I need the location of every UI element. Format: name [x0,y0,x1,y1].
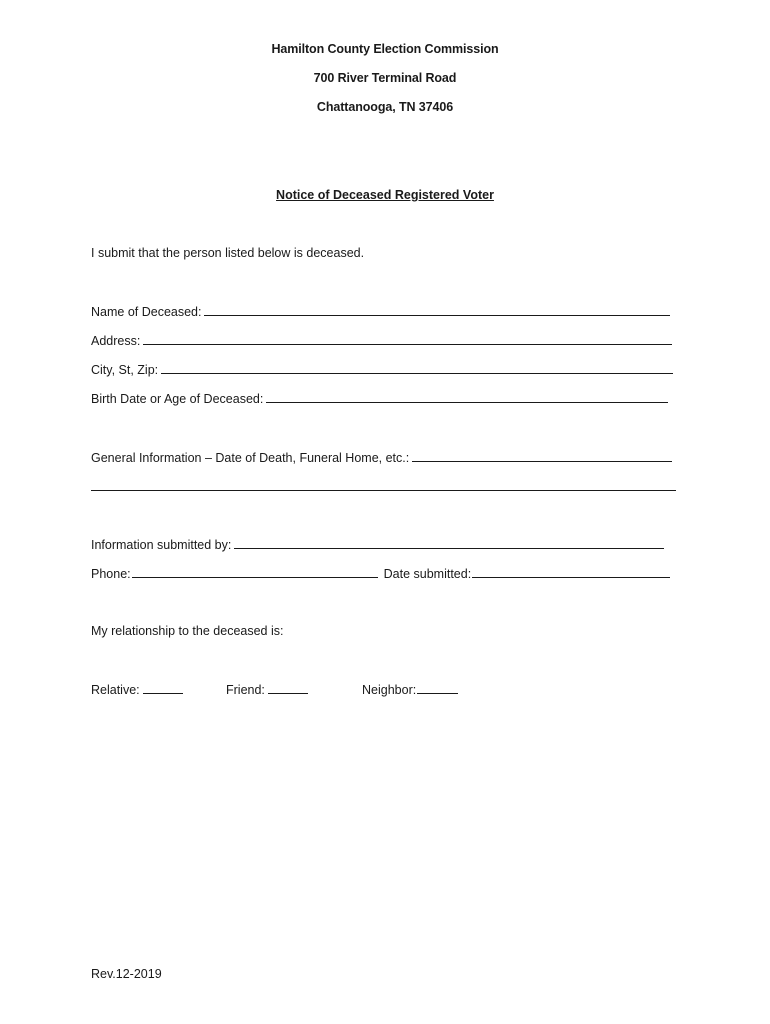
friend-blank[interactable] [268,682,308,694]
birth-label: Birth Date or Age of Deceased: [91,392,264,406]
street-address: 700 River Terminal Road [313,71,457,85]
deceased-name-row [91,304,670,319]
city-row [91,362,673,377]
friend-option [226,682,308,697]
submitted-by-blank[interactable] [234,537,664,549]
birth-row [91,391,668,406]
intro-statement: I submit that the person listed below is deceased. [91,246,365,260]
city-state-zip: Chattanooga, TN 37406 [316,100,454,114]
phone-date-row [91,566,670,581]
city-blank[interactable] [161,362,673,374]
general-info-row [91,450,672,465]
neighbor-blank[interactable] [417,682,458,694]
general-info-blank[interactable] [412,450,672,462]
birth-blank[interactable] [266,391,668,403]
organization-name: Hamilton County Election Commission [271,42,499,56]
deceased-name-blank[interactable] [204,304,670,316]
submitted-by-row [91,537,664,552]
relationship-prompt: My relationship to the deceased is: [91,624,284,638]
neighbor-label: Neighbor: [362,683,417,697]
relative-option [91,682,183,697]
neighbor-option [362,682,458,697]
date-submitted-label: Date submitted: [383,567,472,581]
submitted-by-label: Information submitted by: [91,538,232,552]
address-blank[interactable] [143,333,672,345]
revision-note: Rev.12-2019 [91,967,162,981]
address-row [91,333,672,348]
deceased-name-label: Name of Deceased: [91,305,202,319]
friend-label: Friend: [226,683,265,697]
relative-blank[interactable] [143,682,183,694]
city-label: City, St, Zip: [91,363,159,377]
general-info-label: General Information – Date of Death, Funeral Home, etc.: [91,451,410,465]
form-title: Notice of Deceased Registered Voter [276,188,494,202]
phone-blank[interactable] [132,566,378,578]
general-info-continuation-blank[interactable] [91,479,676,491]
address-label: Address: [91,334,141,348]
phone-label: Phone: [91,567,131,581]
general-info-continuation-row [91,479,676,491]
date-submitted-blank[interactable] [472,566,670,578]
relative-label: Relative: [91,683,140,697]
